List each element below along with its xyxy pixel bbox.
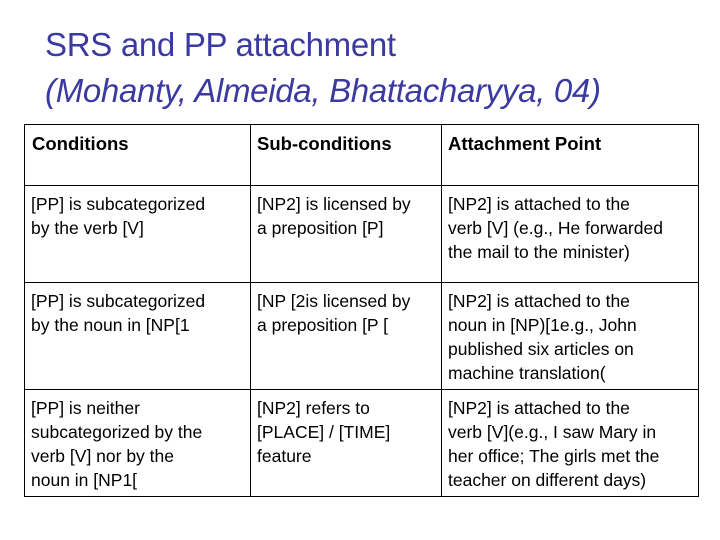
header-label: Sub-conditions: [257, 133, 392, 154]
table-cell: [25, 283, 251, 390]
table-cell: [251, 283, 442, 390]
header-cell-subconditions: [251, 125, 442, 186]
table-row: [25, 283, 699, 390]
cell-text: [NP2] is attached to the verb [V](e.g., I saw Mary in her office; The girls met the teacher on different days): [448, 398, 660, 490]
cell-text: [NP2] is licensed by a preposition [P]: [257, 194, 411, 238]
header-cell-conditions: [25, 125, 251, 186]
cell-text: [PP] is subcategorized by the noun in [NP[1: [31, 291, 206, 335]
table-header-row: [25, 125, 699, 186]
title-main: SRS and PP attachment: [45, 26, 396, 63]
table-cell: [251, 186, 442, 283]
attachment-table: [24, 124, 699, 497]
cell-text: [NP2] is attached to the noun in [NP)[1e.g., John published six articles on machine translation(: [448, 291, 637, 383]
table-cell: [25, 186, 251, 283]
cell-text: [NP2] is attached to the verb [V] (e.g., He forwarded the mail to the minister): [448, 194, 663, 262]
cell-text: [NP2] refers to [PLACE] / [TIME] feature: [257, 398, 391, 466]
table-cell: [442, 283, 699, 390]
table-cell: [442, 186, 699, 283]
header-cell-attachment-point: [442, 125, 699, 186]
table-row: [25, 390, 699, 497]
cell-text: [NP [2is licensed by a preposition [P [: [257, 291, 411, 335]
title-citation: (Mohanty, Almeida, Bhattacharyya, 04): [45, 72, 601, 109]
table-cell: [251, 390, 442, 497]
cell-text: [PP] is neither subcategorized by the verb [V] nor by the noun in [NP1[: [31, 398, 203, 490]
header-label: Conditions: [32, 133, 129, 154]
table-row: [25, 186, 699, 283]
header-label: Attachment Point: [448, 133, 602, 154]
table-cell: [25, 390, 251, 497]
table-cell: [442, 390, 699, 497]
slide-title: [45, 22, 705, 114]
cell-text: [PP] is subcategorized by the verb [V]: [31, 194, 206, 238]
